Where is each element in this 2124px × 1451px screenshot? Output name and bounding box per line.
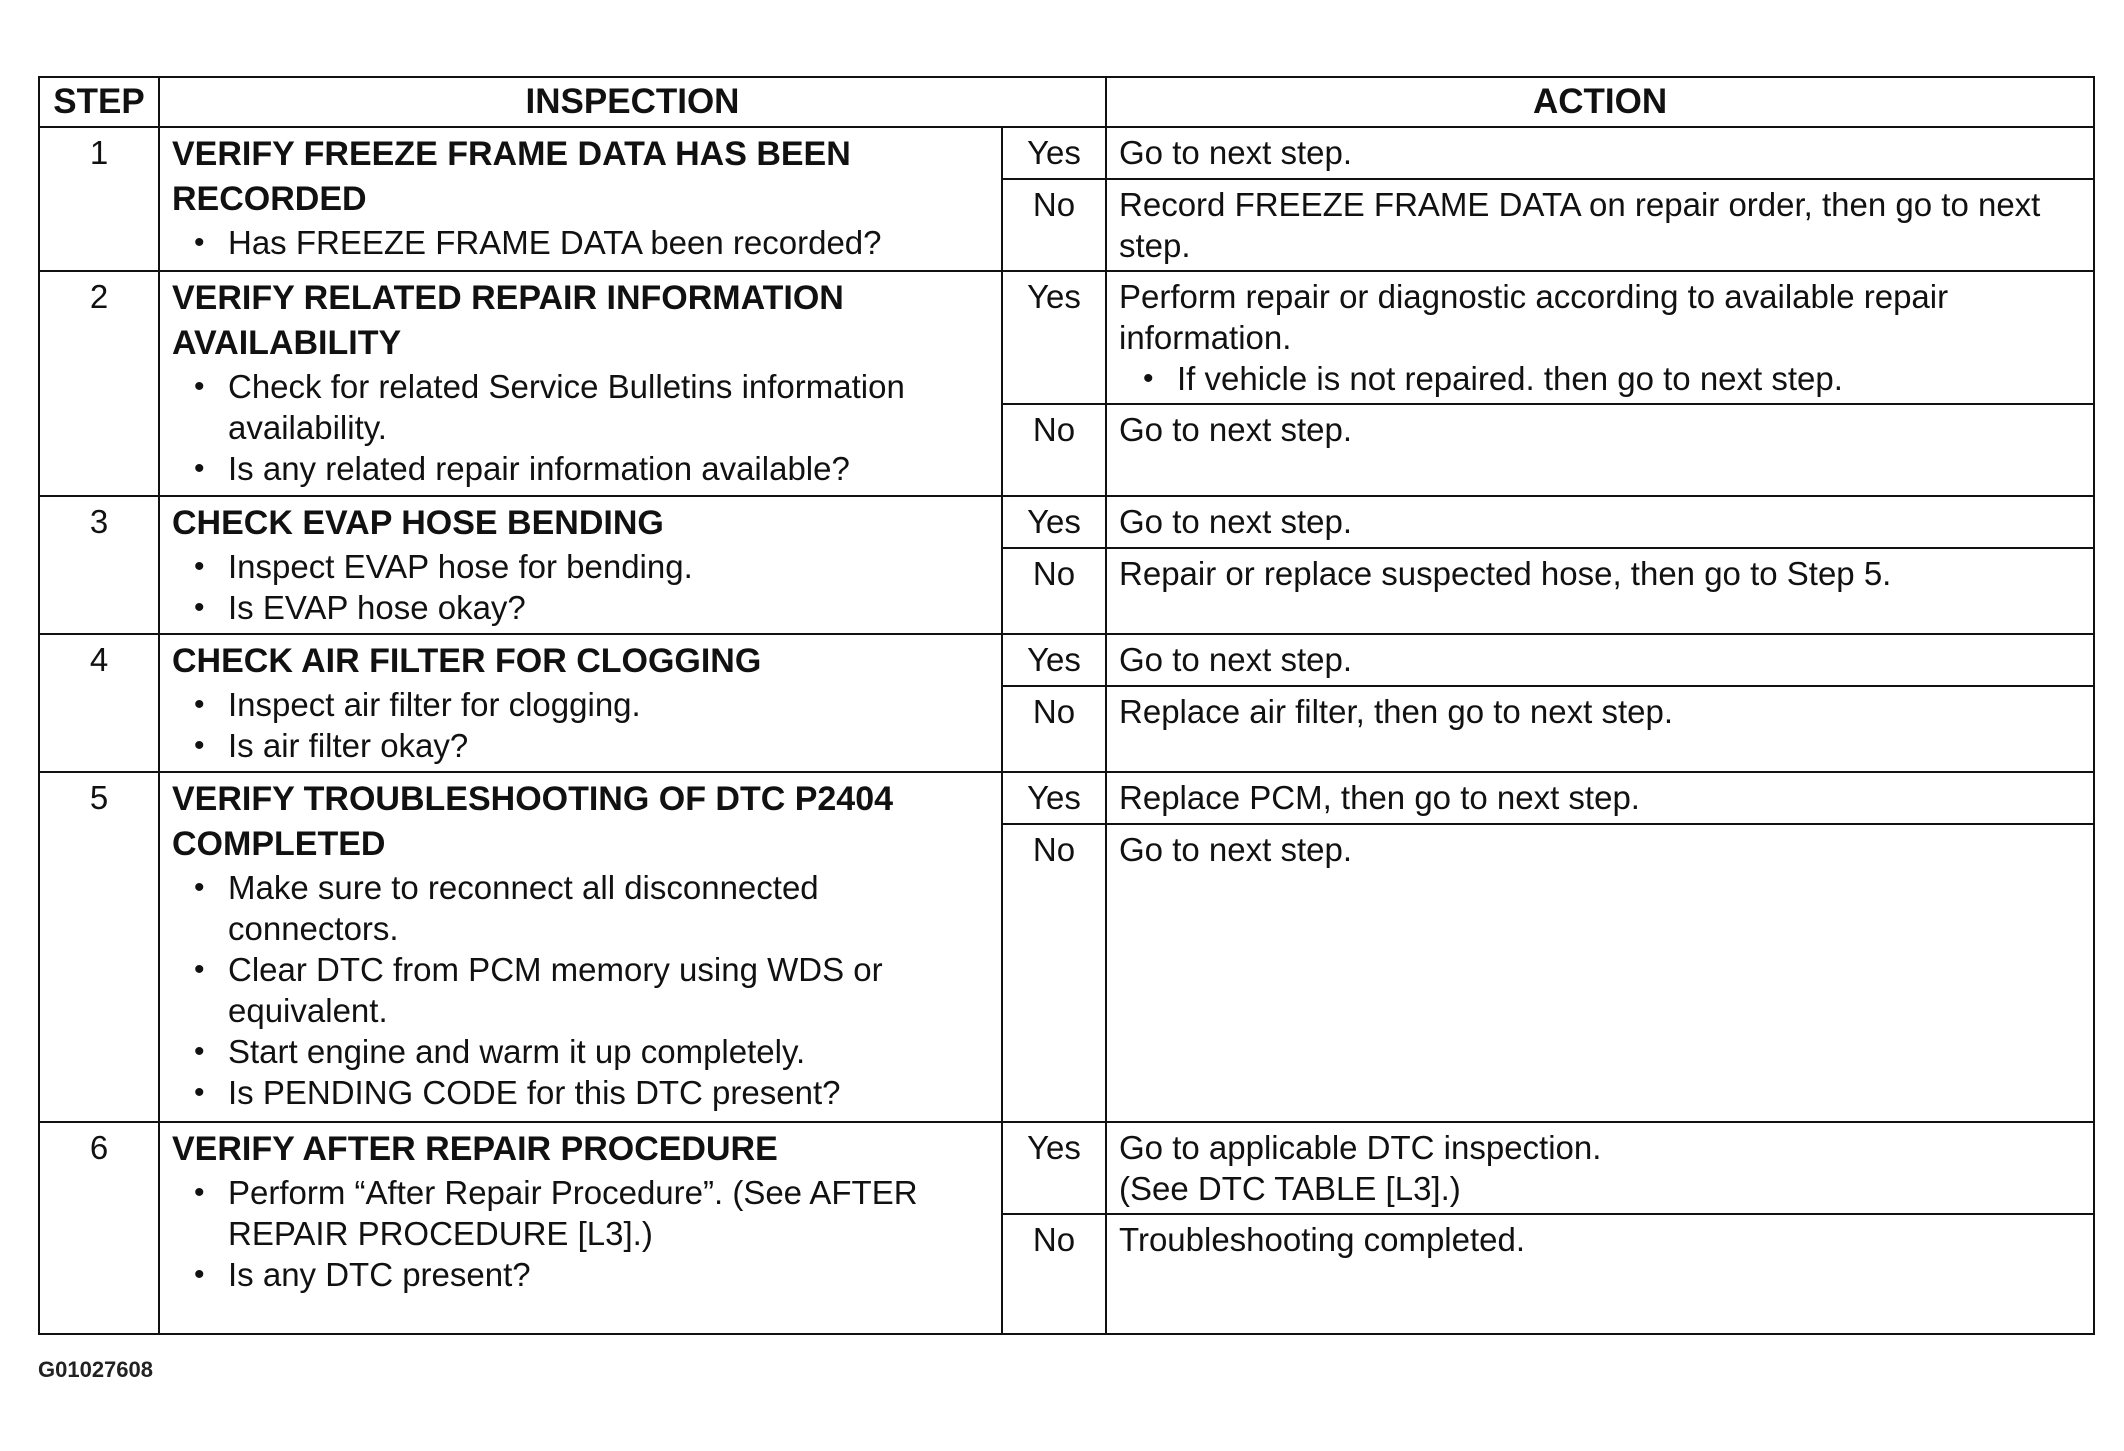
yes-label: Yes bbox=[1002, 496, 1106, 548]
no-label: No bbox=[1002, 686, 1106, 772]
yes-action-cell bbox=[1106, 271, 2094, 404]
inspection-title: CHECK AIR FILTER FOR CLOGGING bbox=[172, 642, 762, 680]
inspection-bullet: • Is PENDING CODE for this DTC present? bbox=[228, 1072, 991, 1113]
yes-action-cell bbox=[1106, 1122, 2094, 1214]
yes-label: Yes bbox=[1002, 127, 1106, 179]
step-number: 4 bbox=[39, 634, 159, 772]
step-number: 2 bbox=[39, 271, 159, 496]
no-action: Repair or replace suspected hose, then go to Step 5. bbox=[1106, 548, 2094, 634]
inspection-cell bbox=[159, 772, 1002, 1122]
inspection-cell bbox=[159, 1122, 1002, 1334]
no-label: No bbox=[1002, 824, 1106, 1122]
inspection-bullet: • Check for related Service Bulletins information availability. bbox=[228, 366, 991, 448]
no-label: No bbox=[1002, 179, 1106, 271]
inspection-title: VERIFY AFTER REPAIR PROCEDURE bbox=[172, 1130, 778, 1168]
inspection-cell bbox=[159, 634, 1002, 772]
no-action: Troubleshooting completed. bbox=[1106, 1214, 2094, 1334]
inspection-cell bbox=[159, 127, 1002, 271]
inspection-bullet: • Is any related repair information available? bbox=[228, 448, 991, 489]
no-action: Go to next step. bbox=[1106, 824, 2094, 1122]
yes-action: Go to next step. bbox=[1106, 496, 2094, 548]
table-row bbox=[39, 772, 2094, 824]
header-action: ACTION bbox=[1106, 77, 2094, 127]
no-label: No bbox=[1002, 404, 1106, 496]
table-row bbox=[39, 634, 2094, 686]
table-row bbox=[39, 1122, 2094, 1214]
inspection-bullet: • Is EVAP hose okay? bbox=[228, 587, 991, 628]
inspection-bullet: • Inspect EVAP hose for bending. bbox=[228, 546, 991, 587]
yes-label: Yes bbox=[1002, 271, 1106, 404]
yes-action-bullet: • If vehicle is not repaired. then go to next step. bbox=[1177, 358, 2081, 399]
inspection-cell bbox=[159, 496, 1002, 634]
inspection-title: VERIFY RELATED REPAIR INFORMATION AVAILABILITY bbox=[172, 279, 844, 362]
figure-id: G01027608 bbox=[38, 1357, 153, 1382]
yes-label: Yes bbox=[1002, 634, 1106, 686]
table-header-row bbox=[39, 77, 2094, 127]
header-inspection: INSPECTION bbox=[159, 77, 1106, 127]
step-number: 6 bbox=[39, 1122, 159, 1334]
inspection-cell bbox=[159, 271, 1002, 496]
inspection-bullet: • Clear DTC from PCM memory using WDS or equivalent. bbox=[228, 949, 991, 1031]
inspection-bullet: • Is any DTC present? bbox=[228, 1254, 991, 1295]
inspection-bullet: • Start engine and warm it up completely. bbox=[228, 1031, 991, 1072]
table-row bbox=[39, 271, 2094, 404]
no-label: No bbox=[1002, 1214, 1106, 1334]
yes-label: Yes bbox=[1002, 772, 1106, 824]
no-action: Replace air filter, then go to next step. bbox=[1106, 686, 2094, 772]
yes-action: Go to next step. bbox=[1106, 127, 2094, 179]
inspection-bullet: • Perform “After Repair Procedure”. (See AFTER REPAIR PROCEDURE [L3].) bbox=[228, 1172, 991, 1254]
diagnostic-table-container bbox=[38, 76, 2093, 1335]
inspection-title: VERIFY FREEZE FRAME DATA HAS BEEN RECORDED bbox=[172, 135, 851, 218]
inspection-title: VERIFY TROUBLESHOOTING OF DTC P2404 COMPLETED bbox=[172, 780, 894, 863]
yes-label: Yes bbox=[1002, 1122, 1106, 1214]
inspection-bullet: • Make sure to reconnect all disconnected connectors. bbox=[228, 867, 991, 949]
inspection-bullet: • Is air filter okay? bbox=[228, 725, 991, 766]
table-row bbox=[39, 496, 2094, 548]
no-label: No bbox=[1002, 548, 1106, 634]
yes-action: Perform repair or diagnostic according to available repair information. bbox=[1119, 278, 1949, 356]
yes-action-reference: (See DTC TABLE [L3].) bbox=[1119, 1170, 1461, 1207]
step-number: 5 bbox=[39, 772, 159, 1122]
yes-action: Go to next step. bbox=[1106, 634, 2094, 686]
no-action: Record FREEZE FRAME DATA on repair order, then go to next step. bbox=[1106, 179, 2094, 271]
no-action: Go to next step. bbox=[1106, 404, 2094, 496]
table-row bbox=[39, 127, 2094, 179]
step-number: 1 bbox=[39, 127, 159, 271]
inspection-bullet: • Has FREEZE FRAME DATA been recorded? bbox=[228, 222, 991, 263]
header-step: STEP bbox=[39, 77, 159, 127]
yes-action: Replace PCM, then go to next step. bbox=[1106, 772, 2094, 824]
yes-action: Go to applicable DTC inspection. bbox=[1119, 1129, 1602, 1166]
diagnostic-procedure-table bbox=[38, 76, 2095, 1335]
inspection-bullet: • Inspect air filter for clogging. bbox=[228, 684, 991, 725]
step-number: 3 bbox=[39, 496, 159, 634]
inspection-title: CHECK EVAP HOSE BENDING bbox=[172, 504, 664, 542]
